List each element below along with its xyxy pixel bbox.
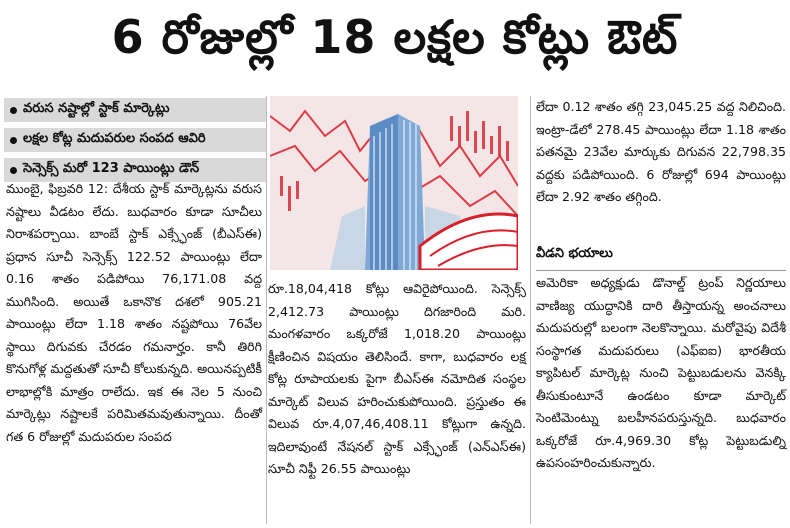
section-subheading: వీడని భయాలు — [536, 246, 786, 271]
article-paragraph: ముంబై, ఫిబ్రవరి 12: దేశీయ స్టాక్ మార్కెట్లను వరుస నష్టాలు వీడటం లేదు. బుధవారం కూడా సూచీలు నిరాశపర్చాయి. బాంబే స్టాక్ ఎక్స్ఛేంజ్ (బీఎస్ఈ) ప్రధాన సూచీ సెన్సెక్స్ 122.52 పాయింట్లు లేదా 0.16 శాతం పడిపోయి 76,171.08 వద్ద ముగిసింది. అయితే ఒకానొక దశలో 905.21 పాయింట్లు లేదా 1.18 శాతం నష్టపోయి 76వేల స్థాయి దిగువకు చేరడం గమనార్హం. కానీ తిరిగి కొనుగోళ్ల మద్దతుతో సూచీ కోలుకున్నది. అయినప్పటికీ లాభాల్లోకి మాత్రం రాలేదు. ఇక ఈ నెల 5 నుంచి మార్కెట్లు నష్టాలకే పరిమితమవుతున్నాయి. దీంతో గత 6 రోజుల్లో మదుపరుల సంపద — [6, 181, 262, 444]
article-paragraph: అమెరికా అధ్యక్షుడు డొనాల్డ్ ట్రంప్ నిర్ణయాలు వాణిజ్య యుద్ధానికి దారి తీస్తాయన్న అంచనాలు మదుపరుల్లో బలంగా నెలకొన్నాయి. మరోవైపు విదేశీ సంస్థాగత మదుపరులు (ఎఫ్ఐఐ) భారతీయ క్యాపిటల్ మార్కెట్ల నుంచి పెట్టుబడులను వెనక్కి తీసుకుంటూనే ఉండటం కూడా మార్కెట్ సెంటిమెంట్ను బలహీనపరుస్తున్నది. బుధవారం ఒక్కరోజే రూ.4,969.30 కోట్ల పెట్టుబడుల్ని ఉపసంహరించుకున్నారు. — [536, 275, 786, 470]
bullet-icon — [10, 167, 17, 174]
highlight-text: సెన్సెక్స్ మరో 123 పాయింట్లు డౌన్ — [23, 161, 200, 176]
highlights-box — [4, 98, 266, 188]
article-column-1 — [6, 178, 262, 448]
article-column-3 — [536, 96, 786, 209]
highlight-item — [4, 128, 266, 152]
article-paragraph: రూ.18,04,418 కోట్లు ఆవిరైపోయింది. సెన్సెక్స్ 2,412.73 పాయింట్లు దిగజారింది మరి. మంగళవారం ఒక్కరోజే 1,018.20 పాయింట్లు క్షీణించిన విషయం తెలిసిందే. కాగా, బుధవారం లక్ష కోట్ల రూపాయలకు పైగా బీఎస్ఈ నమోదిత సంస్థల మార్కెట్ విలువ హరించుకుపోయింది. ప్రస్తుతం ఈ విలువ రూ.4,07,46,408.11 కోట్లుగా ఉన్నది. ఇదిలావుంటే నేషనల్ స్టాక్ ఎక్స్ఛేంజ్ (ఎన్ఎస్ఈ) సూచీ నిఫ్టీ 26.55 పాయింట్లు — [268, 281, 526, 476]
article-column-3-continued — [536, 272, 786, 475]
headline: 6 రోజుల్లో 18 లక్షల కోట్లు ఔట్ — [111, 10, 679, 64]
article-column-2 — [268, 278, 526, 481]
highlight-text: లక్షల కోట్ల మదుపరుల సంపద ఆవిరి — [23, 131, 206, 146]
column-divider — [530, 96, 531, 524]
article-paragraph: లేదా 0.12 శాతం తగ్గి 23,045.25 వద్ద నిలిచింది. ఇంట్రా-డేలో 278.45 పాయింట్లు లేదా 1.18 శాతం పతనమై 23వేల మార్కుకు దిగువన 22,798.35 వద్దకు పడిపోయింది. 6 రోజుల్లో 694 పాయింట్లు లేదా 2.92 శాతం తగ్గింది. — [536, 99, 786, 204]
bullet-icon — [10, 137, 17, 144]
highlight-text: వరుస నష్టాల్లో స్టాక్ మార్కెట్లు — [23, 101, 170, 116]
bse-building-illustration — [270, 96, 518, 270]
stock-exchange-photo — [270, 96, 518, 270]
column-divider — [266, 96, 267, 524]
bullet-icon — [10, 107, 17, 114]
highlight-item — [4, 98, 266, 122]
